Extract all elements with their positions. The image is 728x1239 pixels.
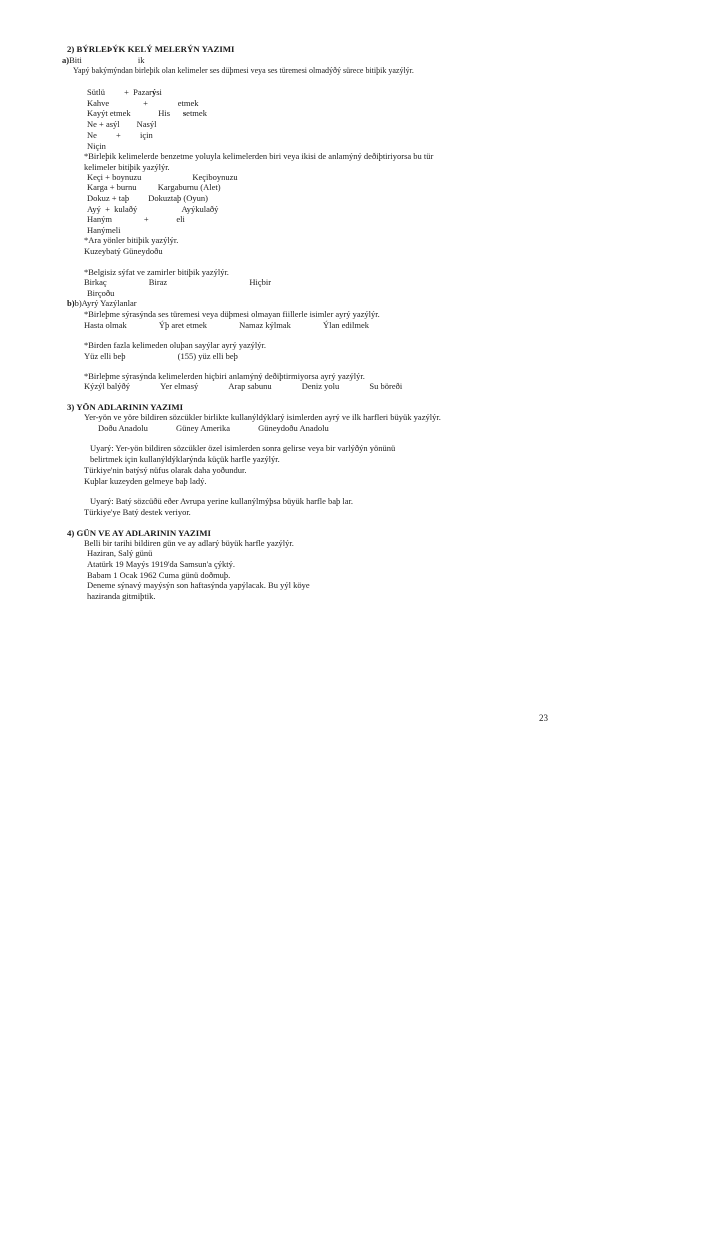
a-note-1: *Birleþik kelimelerde benzetme yoluyla kelimelerden biri veya ikisi de anlamýný deðiþtiriyorsa bu tür kelimeler bitiþik yazýlýr. bbox=[84, 151, 434, 172]
ex-bircogu: Birçoðu bbox=[87, 288, 115, 298]
b-example-2 bbox=[84, 351, 238, 362]
a-example-9: Dokuz + taþ Dokuztaþ (Oyun) bbox=[87, 193, 208, 203]
s4-example-3: Deneme sýnavý mayýsýn son haftasýnda yapýlacak. Bu yýl köye haziranda gitmiþtik. bbox=[87, 580, 310, 601]
a-example-5: Ne + için bbox=[87, 130, 153, 140]
ex-hasta-olmak: Hasta olmak bbox=[84, 320, 127, 330]
ex-biraz: Biraz bbox=[148, 277, 168, 287]
ex-yer-elmasi: Yer elmasý bbox=[160, 381, 199, 391]
ex-deniz-yolu: Deniz yolu bbox=[301, 381, 340, 391]
ex-isaret-etmek: Ýþ aret etmek bbox=[158, 320, 208, 330]
a-example-14 bbox=[84, 277, 271, 288]
ex-kizil-baligi: Kýzýl balýðý bbox=[84, 381, 131, 391]
section-2-title: 2) BÝRLEÞÝK KELÝ MELERÝN YAZIMI bbox=[67, 44, 235, 54]
ex-yuz-elli-bes: Yüz elli beþ bbox=[84, 351, 126, 361]
ex-dogu-anadolu: Doðu Anadolu bbox=[98, 423, 148, 433]
a-example-7: Keçi + boynuzu Keçiboynuzu bbox=[87, 172, 238, 182]
page-number: 23 bbox=[539, 713, 548, 723]
sub-a-title: a)Biti ik bbox=[62, 55, 145, 65]
sub-b-title: b)b)Ayrý Yazýlanlar bbox=[67, 298, 137, 308]
ex-namaz-kilmak: Namaz kýlmak bbox=[239, 320, 291, 330]
a-note-2: *Ara yönler bitiþik yazýlýr. bbox=[84, 235, 179, 245]
sub-b-title-text: b)Ayrý Yazýlanlar bbox=[74, 298, 137, 308]
s3-warning-1: Uyarý: Yer-yön bildiren sözcükler özel isimlerden sonra gelirse veya bir varlýðýn yönünü belirtmek için kullanýldýklarýnda küçük harfle yazýlýr. bbox=[90, 443, 396, 464]
ex-ilan-edilmek: Ýlan edilmek bbox=[322, 320, 369, 330]
b-example-3 bbox=[84, 381, 402, 392]
s4-example-1: Atatürk 19 Mayýs 1919'da Samsun'a çýktý. bbox=[87, 559, 236, 569]
b-note-3: *Birleþme sýrasýnda kelimelerden hiçbiri anlamýný deðiþtirmiyorsa ayrý yazýlýr. bbox=[84, 371, 365, 381]
a-example-11: Haným + eli bbox=[87, 214, 185, 224]
a-example-10: Ayý + kulaðý Ayýkulaðý bbox=[87, 204, 219, 214]
a-intro: Yapý bakýmýndan birleþik olan kelimeler ses düþmesi veya ses türemesi olmadýðý sürece bitiþik yazýlýr. bbox=[73, 66, 414, 75]
ex-guney-amerika: Güney Amerika bbox=[175, 423, 231, 433]
s3-warning-2: Uyarý: Batý sözcüðü eðer Avrupa yerine kullanýlmýþsa büyük harfle baþ lar. bbox=[90, 496, 354, 506]
s4-example-0: Haziran, Salý günü bbox=[87, 548, 153, 558]
b-note-2: *Birden fazla kelimeden oluþan sayýlar ayrý yazýlýr. bbox=[84, 340, 266, 350]
a-example-1: Sütlü + Pazarýsi bbox=[87, 87, 162, 97]
ex-arap-sabunu: Arap sabunu bbox=[228, 381, 272, 391]
a-example-3: Kayýt etmek His setmek bbox=[87, 108, 207, 118]
b-note-1: *Birleþme sýrasýnda ses türemesi veya düþmesi olmayan fiillerle isimler ayrý yazýlýr. bbox=[84, 309, 380, 319]
a-example-8: Karga + burnu Kargaburnu (Alet) bbox=[87, 182, 221, 192]
a-example-13: Kuzeybatý Güneydoðu bbox=[84, 246, 163, 256]
ex-155: (155) yüz elli beþ bbox=[177, 351, 238, 361]
b-example-1 bbox=[84, 320, 369, 331]
s3-warning-1-example: Türkiye'nin batýsý nüfus olarak daha yoðundur. Kuþlar kuzeyden gelmeye baþ ladý. bbox=[84, 465, 247, 486]
section-3-title: 3) YÖN ADLARININ YAZIMI bbox=[67, 402, 184, 412]
s4-example-2: Babam 1 Ocak 1962 Cuma günü doðmuþ. bbox=[87, 570, 231, 580]
ex-guneydogu-anadolu: Güneydoðu Anadolu bbox=[258, 423, 329, 433]
s3-intro: Yer-yön ve yöre bildiren sözcükler birlikte kullanýldýklarý isimlerden ayrý ve ilk harfleri büyük yazýlýr. bbox=[84, 412, 441, 422]
ex-birkac: Birkaç bbox=[84, 277, 107, 287]
s3-warning-2-example: Türkiye'ye Batý destek veriyor. bbox=[84, 507, 191, 517]
a-example-2: Kahve + etmek bbox=[87, 98, 199, 108]
section-4-title: 4) GÜN VE AY ADLARININ YAZIMI bbox=[67, 528, 211, 538]
ex-hicbir: Hiçbir bbox=[249, 277, 272, 287]
s3-examples bbox=[84, 423, 329, 434]
a-example-6: Niçin bbox=[87, 141, 106, 151]
a-example-12: Hanýmeli bbox=[87, 225, 121, 235]
a-note-3: *Belgisiz sýfat ve zamirler bitiþik yazýlýr. bbox=[84, 267, 229, 277]
s4-intro: Belli bir tarihi bildiren gün ve ay adlarý büyük harfle yazýlýr. bbox=[84, 538, 294, 548]
a-example-4: Ne + asýl Nasýl bbox=[87, 119, 157, 129]
ex-su-boregi: Su böreði bbox=[369, 381, 403, 391]
